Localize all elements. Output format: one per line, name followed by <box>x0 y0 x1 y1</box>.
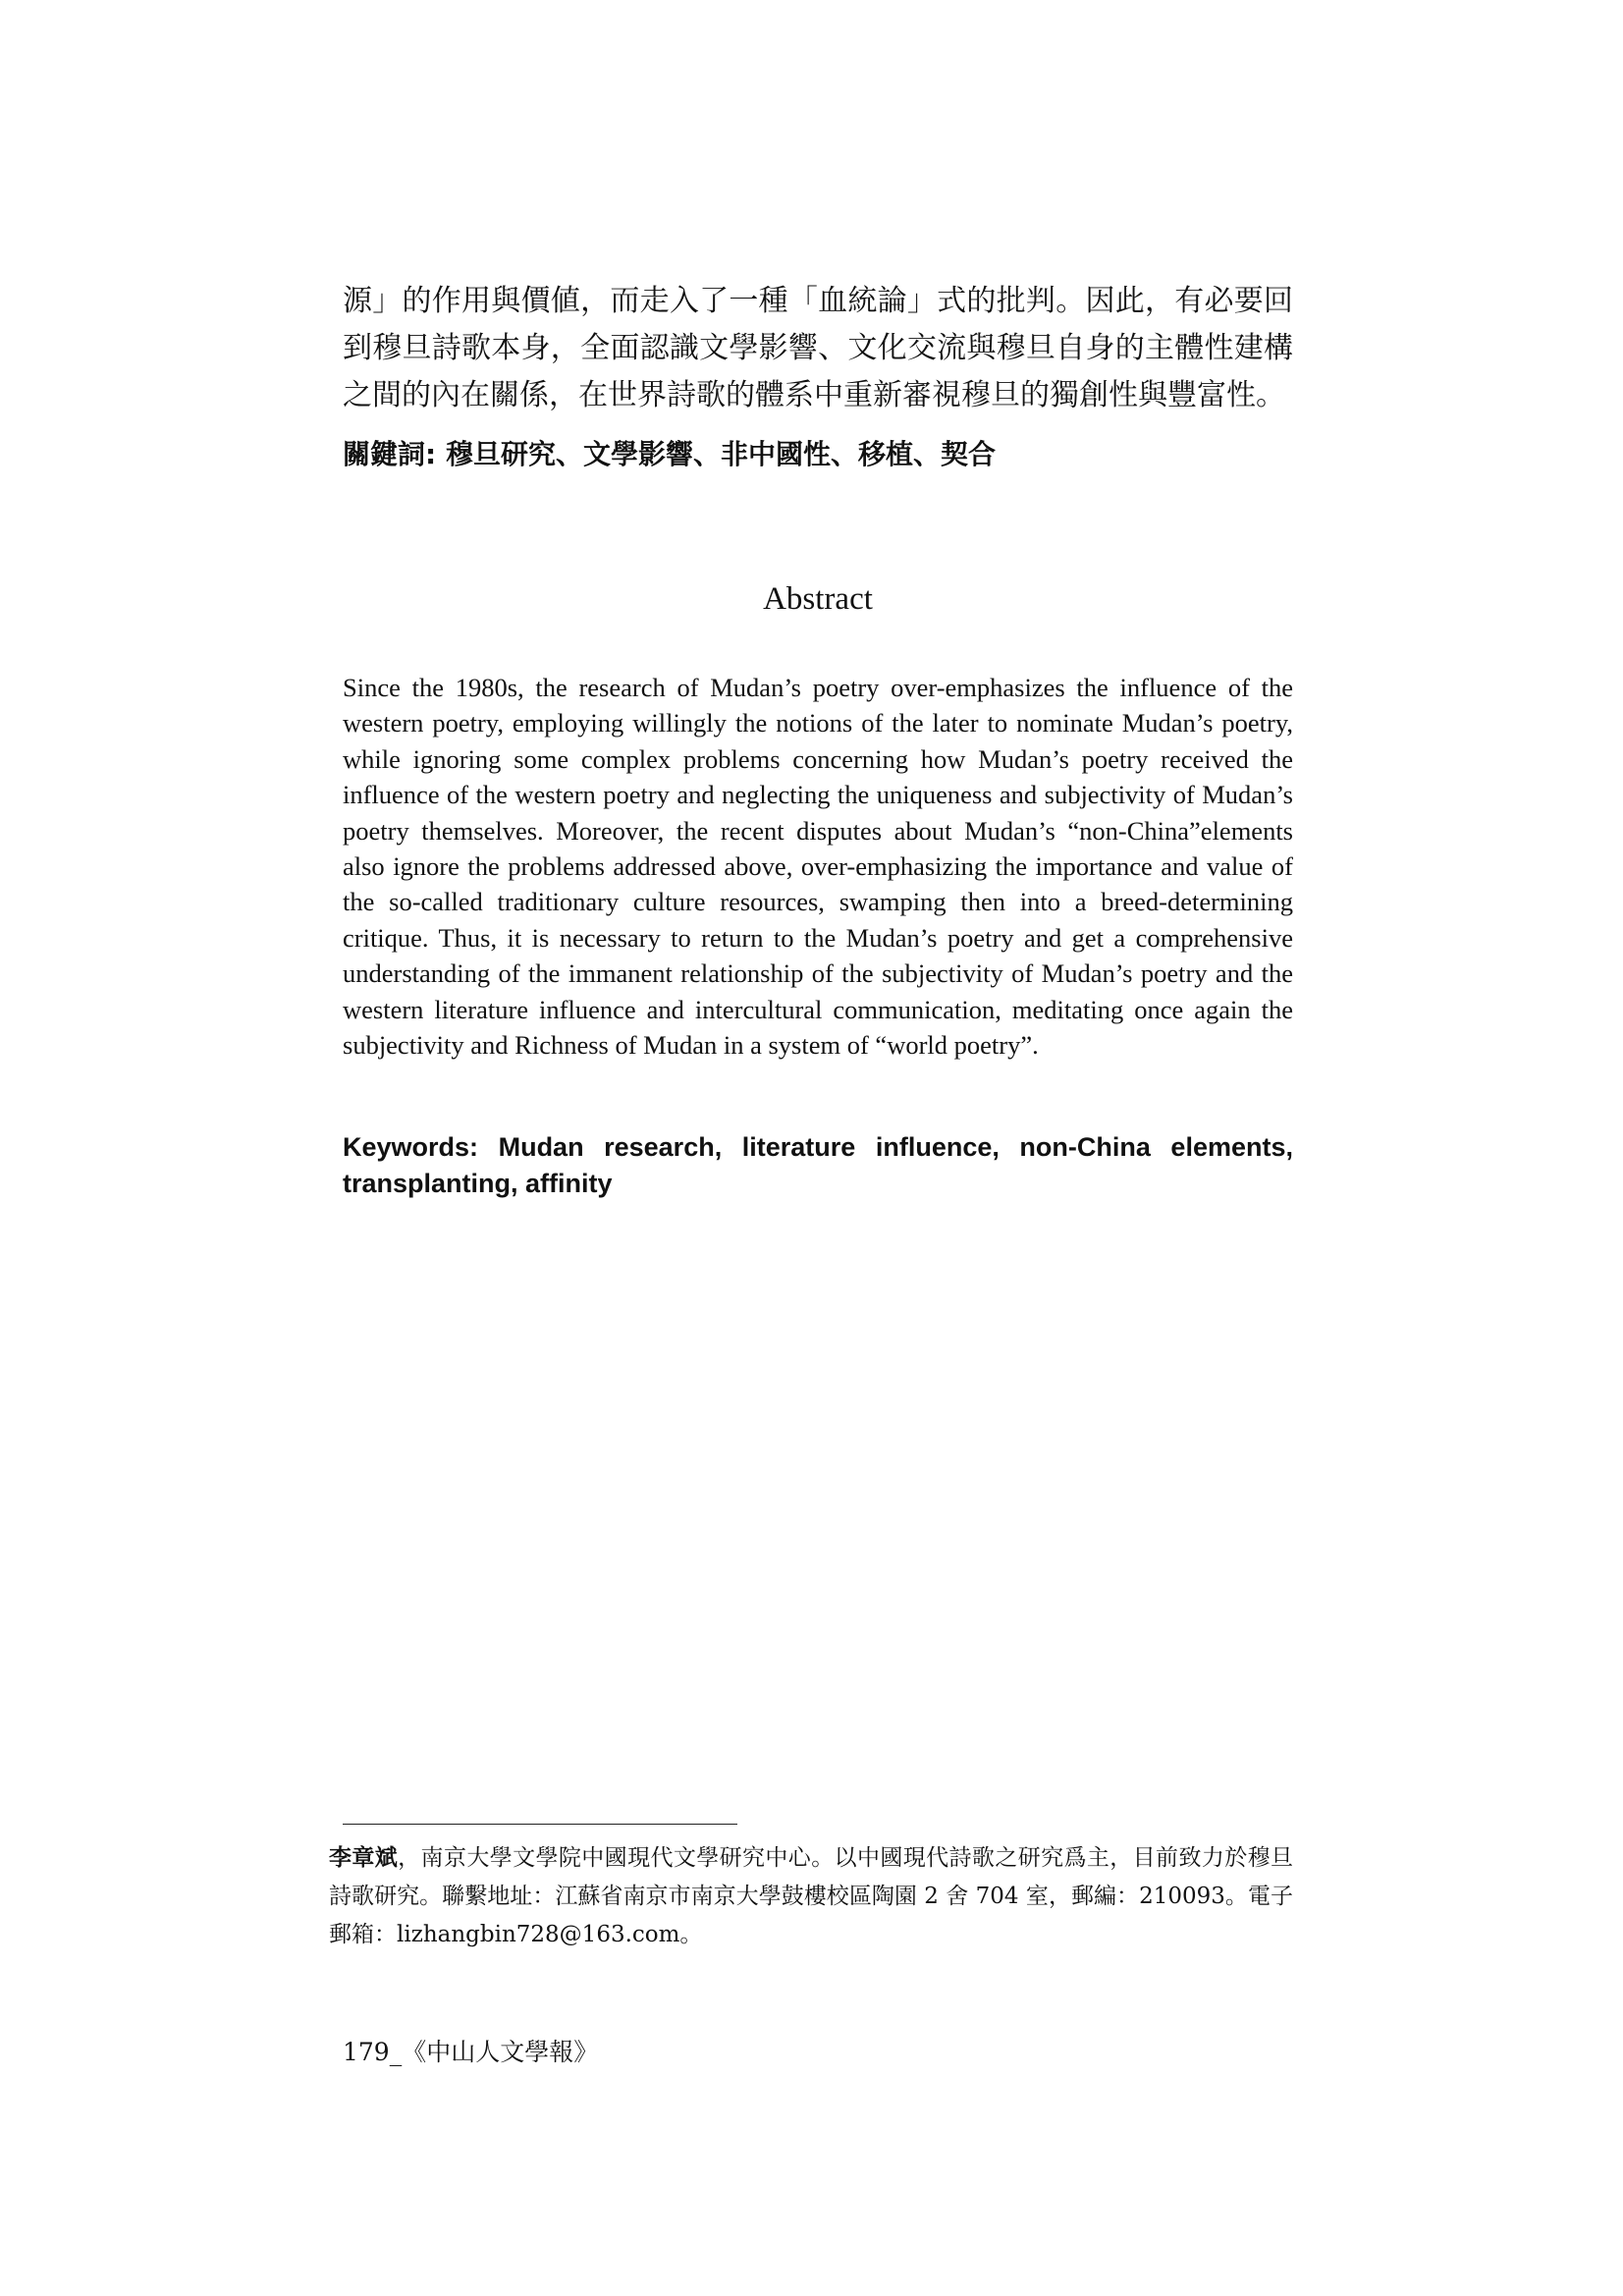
abstract-heading: Abstract <box>763 581 873 617</box>
footnote-author-name: 李章斌 <box>329 1844 399 1871</box>
footnote-separator <box>343 1824 737 1825</box>
english-keywords: Keywords: Mudan research, literature influence, non-China elements, transplanting, affinity <box>343 1132 1293 1198</box>
abstract-body: Since the 1980s, the research of Mudan’s poetry over-emphasizes the influence of the western poetry, employing willingly the notions of the later to nominate Mudan’s poetry, while ignoring some complex problems concerning how Mudan’s poetry received the influence of the western poetry and neglecting the uniqueness and subjectivity of Mudan’s poetry themselves. Moreover, the recent disputes about Mudan’s “non-China”elements also ignore the problems addressed above, over-emphasizing the importance and value of the so-called traditionary culture resources, swamping then into a breed-determining critique. Thus, it is necessary to return to the Mudan’s poetry and get a comprehensive understanding of the immanent relationship of the subjectivity of Mudan’s poetry and the western literature influence and intercultural communication, meditating once again the subjectivity and Richness of Mudan in a system of “world poetry”. <box>343 673 1293 1061</box>
page-number-journal-title: 179_《中山人文學報》 <box>343 2038 599 2066</box>
chinese-keywords: 關鍵詞: 穆旦研究、文學影響、非中國性、移植、契合 <box>343 438 996 470</box>
footnote-text: ，南京大學文學院中國現代文學研究中心。以中國現代詩歌之研究爲主，目前致力於穆旦詩歌研究。聯繫地址：江蘇省南京市南京大學鼓樓校區陶園 2 舍 704 室，郵編：210093。電子郵箱：lizhangbin728@163.com。 <box>329 1845 1294 1947</box>
chinese-abstract-paragraph: 源」的作用與價値，而走入了一種「血統論」式的批判。因此，有必要回到穆旦詩歌本身，全面認識文學影響、文化交流與穆旦自身的主體性建構之間的內在關係，在世界詩歌的體系中重新審視穆旦的獨創性與豐富性。 <box>343 284 1293 412</box>
author-footnote <box>329 1838 1293 1954</box>
